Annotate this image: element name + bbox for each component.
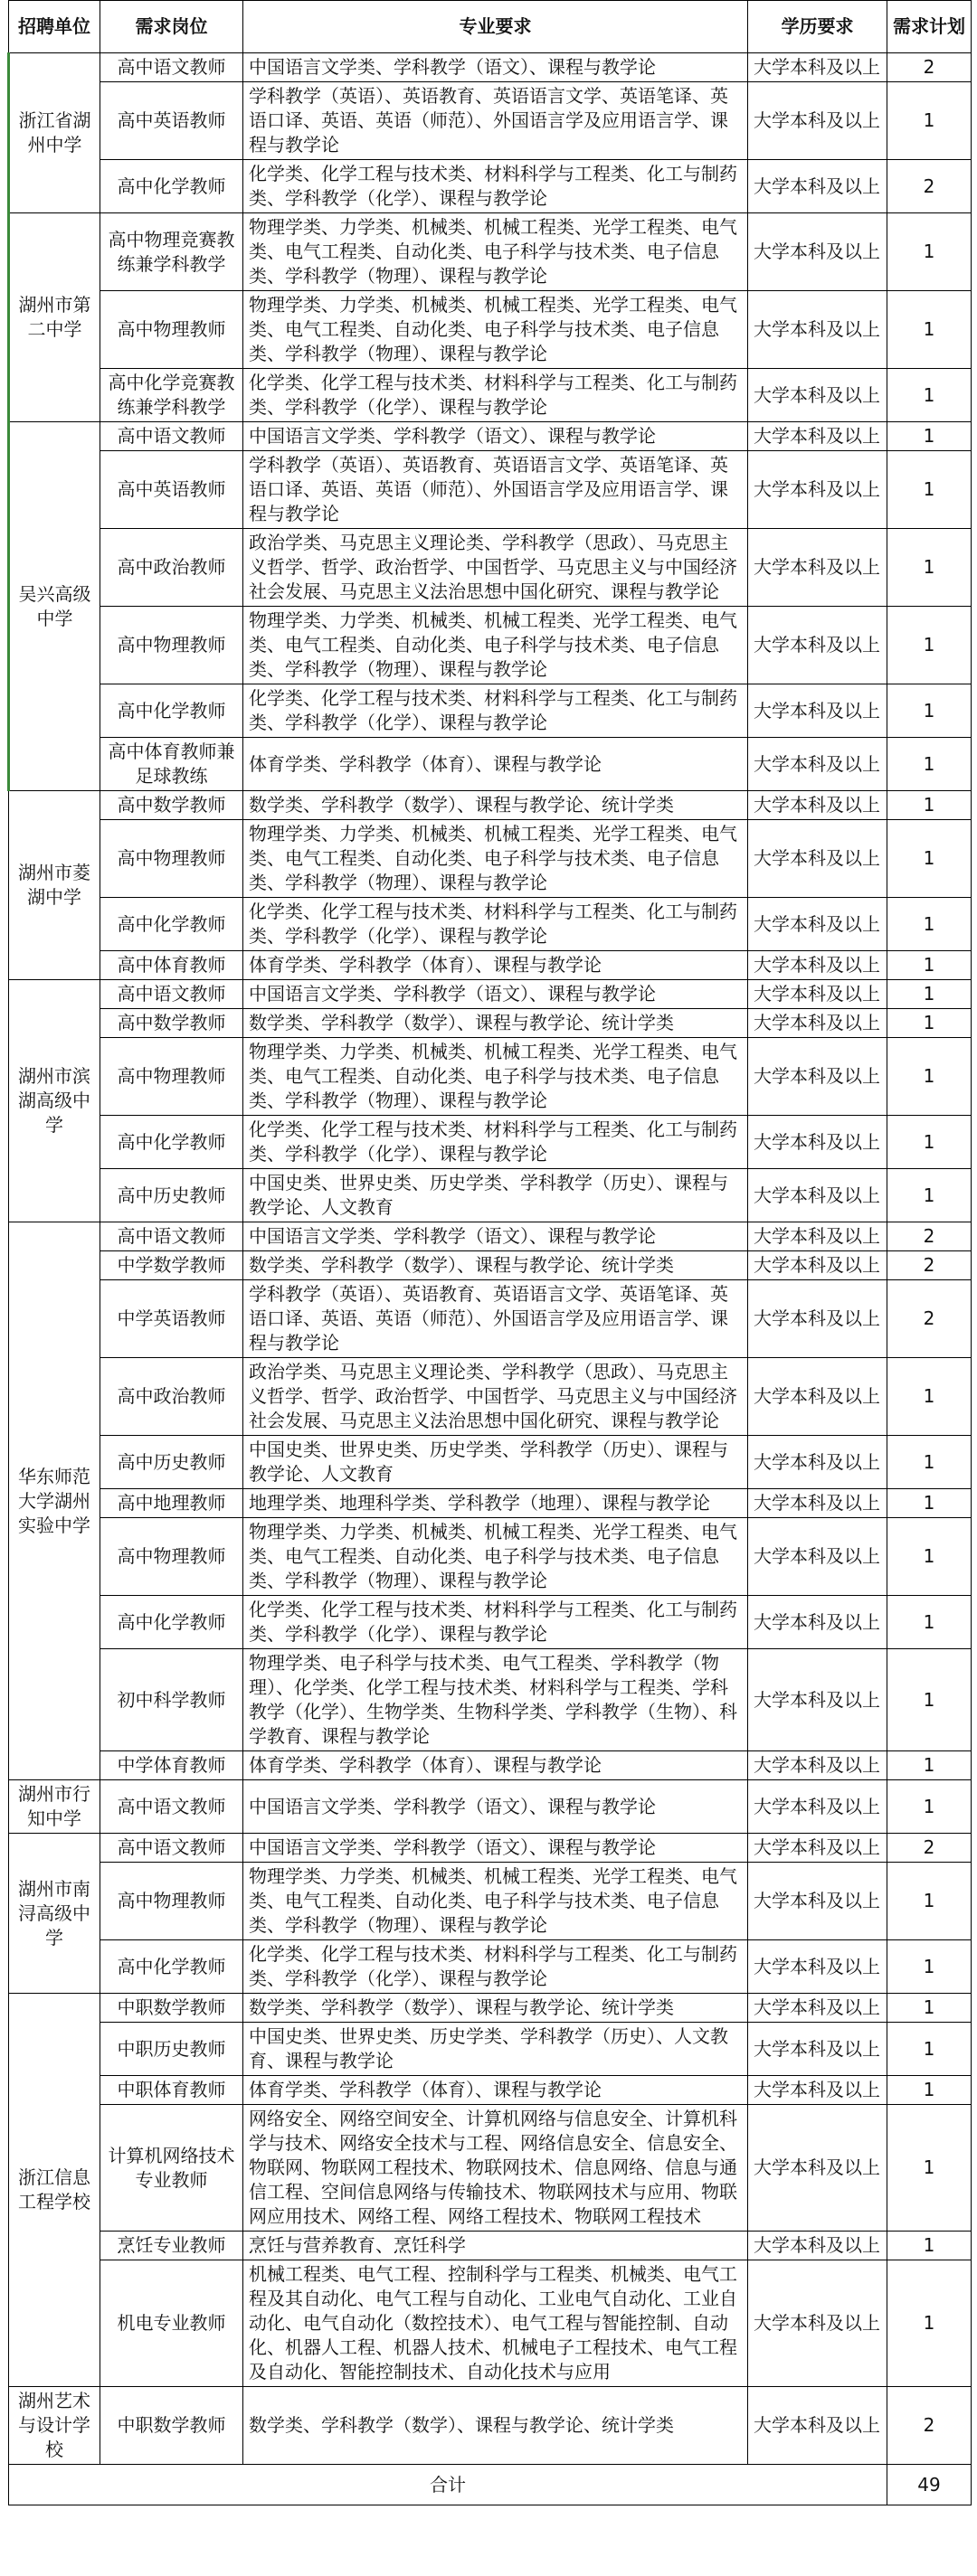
plan-cell: 1	[887, 2105, 972, 2232]
table-row	[9, 2232, 972, 2260]
position-cell: 高中语文教师	[100, 1780, 243, 1834]
position-cell: 高中语文教师	[100, 1222, 243, 1251]
education-cell: 大学本科及以上	[748, 82, 887, 160]
major-cell: 化学类、化学工程与技术类、材料科学与工程类、化工与制药类、学科教学（化学）、课程与教学论	[243, 1116, 748, 1169]
plan-cell: 1	[887, 1649, 972, 1751]
position-cell: 高中语文教师	[100, 422, 243, 451]
table-row	[9, 451, 972, 529]
position-cell: 中职数学教师	[100, 2387, 243, 2465]
major-cell: 物理学类、力学类、机械类、机械工程类、光学工程类、电气类、电气工程类、自动化类、电子科学与技术类、电子信息类、学科教学（物理）、课程与教学论	[243, 607, 748, 684]
position-cell: 高中语文教师	[100, 53, 243, 82]
total-value: 49	[887, 2465, 972, 2505]
table-row	[9, 2105, 972, 2232]
table-row	[9, 1649, 972, 1751]
plan-cell: 1	[887, 738, 972, 791]
total-row	[9, 2465, 972, 2505]
major-cell: 政治学类、马克思主义理论类、学科教学（思政）、马克思主义哲学、哲学、政治哲学、中国哲学、马克思主义与中国经济社会发展、马克思主义法治思想中国化研究、课程与教学论	[243, 529, 748, 607]
table-row	[9, 160, 972, 213]
plan-cell: 1	[887, 951, 972, 980]
position-cell: 高中英语教师	[100, 451, 243, 529]
major-cell: 物理学类、力学类、机械类、机械工程类、光学工程类、电气类、电气工程类、自动化类、电子科学与技术类、电子信息类、学科教学（物理）、课程与教学论	[243, 1038, 748, 1116]
education-cell: 大学本科及以上	[748, 738, 887, 791]
plan-cell: 1	[887, 2260, 972, 2387]
position-cell: 中学英语教师	[100, 1280, 243, 1358]
table-row	[9, 2076, 972, 2105]
position-cell: 中学数学教师	[100, 1251, 243, 1280]
major-cell: 学科教学（英语）、英语教育、英语语言文学、英语笔译、英语口译、英语、英语（师范）、外国语言学及应用语言学、课程与教学论	[243, 1280, 748, 1358]
table-row	[9, 1009, 972, 1038]
major-cell: 中国史类、世界史类、历史学类、学科教学（历史）、课程与教学论、人文教育	[243, 1169, 748, 1222]
education-cell: 大学本科及以上	[748, 1436, 887, 1489]
major-cell: 中国语言文学类、学科教学（语文）、课程与教学论	[243, 53, 748, 82]
plan-cell: 2	[887, 1251, 972, 1280]
position-cell: 高中数学教师	[100, 1009, 243, 1038]
position-cell: 高中化学教师	[100, 1116, 243, 1169]
table-row	[9, 82, 972, 160]
position-cell: 高中化学竞赛教练兼学科教学	[100, 369, 243, 422]
plan-cell: 1	[887, 1489, 972, 1518]
table-row	[9, 1863, 972, 1940]
plan-cell: 1	[887, 82, 972, 160]
table-row	[9, 1518, 972, 1596]
header-row	[9, 1, 972, 53]
major-cell: 数学类、学科教学（数学）、课程与教学论、统计学类	[243, 1994, 748, 2023]
plan-cell: 2	[887, 1280, 972, 1358]
education-cell: 大学本科及以上	[748, 898, 887, 951]
table-row	[9, 1222, 972, 1251]
position-cell: 高中政治教师	[100, 1358, 243, 1436]
table-row	[9, 291, 972, 369]
header-major: 专业要求	[243, 1, 748, 53]
table-row	[9, 53, 972, 82]
education-cell: 大学本科及以上	[748, 2232, 887, 2260]
education-cell: 大学本科及以上	[748, 291, 887, 369]
education-cell: 大学本科及以上	[748, 1489, 887, 1518]
plan-cell: 1	[887, 1751, 972, 1780]
major-cell: 学科教学（英语）、英语教育、英语语言文学、英语笔译、英语口译、英语、英语（师范）、外国语言学及应用语言学、课程与教学论	[243, 82, 748, 160]
position-cell: 高中化学教师	[100, 898, 243, 951]
plan-cell: 1	[887, 369, 972, 422]
unit-cell: 湖州市菱湖中学	[9, 791, 100, 980]
unit-cell: 吴兴高级中学	[9, 422, 100, 791]
education-cell: 大学本科及以上	[748, 451, 887, 529]
plan-cell: 1	[887, 1116, 972, 1169]
recruitment-table	[7, 0, 972, 2505]
position-cell: 高中语文教师	[100, 980, 243, 1009]
table-row	[9, 607, 972, 684]
education-cell: 大学本科及以上	[748, 980, 887, 1009]
major-cell: 数学类、学科教学（数学）、课程与教学论、统计学类	[243, 791, 748, 820]
plan-cell: 1	[887, 1358, 972, 1436]
position-cell: 高中语文教师	[100, 1834, 243, 1863]
education-cell: 大学本科及以上	[748, 1009, 887, 1038]
table-row	[9, 369, 972, 422]
education-cell: 大学本科及以上	[748, 1994, 887, 2023]
position-cell: 高中政治教师	[100, 529, 243, 607]
position-cell: 高中地理教师	[100, 1489, 243, 1518]
position-cell: 中职历史教师	[100, 2023, 243, 2076]
plan-cell: 2	[887, 53, 972, 82]
total-label: 合计	[9, 2465, 887, 2505]
major-cell: 中国语言文学类、学科教学（语文）、课程与教学论	[243, 1222, 748, 1251]
major-cell: 体育学类、学科教学（体育）、课程与教学论	[243, 738, 748, 791]
major-cell: 物理学类、力学类、机械类、机械工程类、光学工程类、电气类、电气工程类、自动化类、电子科学与技术类、电子信息类、学科教学（物理）、课程与教学论	[243, 1863, 748, 1940]
unit-cell: 湖州市南浔高级中学	[9, 1834, 100, 1994]
plan-cell: 1	[887, 422, 972, 451]
plan-cell: 1	[887, 529, 972, 607]
major-cell: 机械工程类、电气工程、控制科学与工程类、机械类、电气工程及其自动化、电气工程与自动化、工业电气自动化、工业自动化、电气自动化（数控技术）、电气工程与智能控制、自动化、机器人工程、机器人技术、机械电子工程技术、电气工程及自动化、智能控制技术、自动化技术与应用	[243, 2260, 748, 2387]
unit-cell: 湖州艺术与设计学校	[9, 2387, 100, 2465]
plan-cell: 1	[887, 451, 972, 529]
recruitment-table-container	[7, 0, 970, 2505]
major-cell: 物理学类、电子科学与技术类、电气工程类、学科教学（物理）、化学类、化学工程与技术类、材料科学与工程类、学科教学（化学）、生物学类、生物科学类、学科教学（生物）、科学教育、课程与教学论	[243, 1649, 748, 1751]
plan-cell: 1	[887, 1038, 972, 1116]
table-row	[9, 2260, 972, 2387]
table-row	[9, 898, 972, 951]
table-row	[9, 1169, 972, 1222]
table-row	[9, 2023, 972, 2076]
education-cell: 大学本科及以上	[748, 213, 887, 291]
plan-cell: 1	[887, 1009, 972, 1038]
education-cell: 大学本科及以上	[748, 1222, 887, 1251]
major-cell: 体育学类、学科教学（体育）、课程与教学论	[243, 951, 748, 980]
education-cell: 大学本科及以上	[748, 422, 887, 451]
unit-cell: 湖州市行知中学	[9, 1780, 100, 1834]
major-cell: 物理学类、力学类、机械类、机械工程类、光学工程类、电气类、电气工程类、自动化类、电子科学与技术类、电子信息类、学科教学（物理）、课程与教学论	[243, 1518, 748, 1596]
position-cell: 高中数学教师	[100, 791, 243, 820]
education-cell: 大学本科及以上	[748, 951, 887, 980]
unit-cell: 湖州市滨湖高级中学	[9, 980, 100, 1222]
plan-cell: 1	[887, 1994, 972, 2023]
position-cell: 高中物理教师	[100, 1863, 243, 1940]
major-cell: 网络安全、网络空间安全、计算机网络与信息安全、计算机科学与技术、网络安全技术与工程、网络信息安全、信息安全、物联网、物联网工程技术、物联网技术、信息网络、信息与通信工程、空间信息网络与传输技术、物联网技术与应用、物联网应用技术、网络工程、网络工程技术、物联网工程技术	[243, 2105, 748, 2232]
position-cell: 高中物理教师	[100, 1038, 243, 1116]
education-cell: 大学本科及以上	[748, 2260, 887, 2387]
plan-cell: 1	[887, 1596, 972, 1649]
plan-cell: 1	[887, 1436, 972, 1489]
position-cell: 高中化学教师	[100, 684, 243, 738]
major-cell: 中国史类、世界史类、历史学类、学科教学（历史）、课程与教学论、人文教育	[243, 1436, 748, 1489]
position-cell: 计算机网络技术专业教师	[100, 2105, 243, 2232]
major-cell: 体育学类、学科教学（体育）、课程与教学论	[243, 1751, 748, 1780]
plan-cell: 2	[887, 160, 972, 213]
major-cell: 中国语言文学类、学科教学（语文）、课程与教学论	[243, 1780, 748, 1834]
header-education: 学历要求	[748, 1, 887, 53]
education-cell: 大学本科及以上	[748, 160, 887, 213]
table-row	[9, 951, 972, 980]
education-cell: 大学本科及以上	[748, 1280, 887, 1358]
major-cell: 中国语言文学类、学科教学（语文）、课程与教学论	[243, 422, 748, 451]
unit-cell: 浙江省湖州中学	[9, 53, 100, 213]
position-cell: 高中化学教师	[100, 1940, 243, 1994]
table-row	[9, 1358, 972, 1436]
unit-cell: 湖州市第二中学	[9, 213, 100, 422]
major-cell: 物理学类、力学类、机械类、机械工程类、光学工程类、电气类、电气工程类、自动化类、电子科学与技术类、电子信息类、学科教学（物理）、课程与教学论	[243, 820, 748, 898]
plan-cell: 1	[887, 820, 972, 898]
major-cell: 数学类、学科教学（数学）、课程与教学论、统计学类	[243, 2387, 748, 2465]
plan-cell: 2	[887, 2387, 972, 2465]
education-cell: 大学本科及以上	[748, 1863, 887, 1940]
table-row	[9, 1280, 972, 1358]
major-cell: 化学类、化学工程与技术类、材料科学与工程类、化工与制药类、学科教学（化学）、课程与教学论	[243, 369, 748, 422]
education-cell: 大学本科及以上	[748, 2105, 887, 2232]
education-cell: 大学本科及以上	[748, 1780, 887, 1834]
table-row	[9, 791, 972, 820]
position-cell: 高中体育教师兼足球教练	[100, 738, 243, 791]
education-cell: 大学本科及以上	[748, 607, 887, 684]
major-cell: 中国史类、世界史类、历史学类、学科教学（历史）、人文教育、课程与教学论	[243, 2023, 748, 2076]
table-row	[9, 1116, 972, 1169]
table-row	[9, 1780, 972, 1834]
major-cell: 体育学类、学科教学（体育）、课程与教学论	[243, 2076, 748, 2105]
major-cell: 政治学类、马克思主义理论类、学科教学（思政）、马克思主义哲学、哲学、政治哲学、中国哲学、马克思主义与中国经济社会发展、马克思主义法治思想中国化研究、课程与教学论	[243, 1358, 748, 1436]
position-cell: 高中物理教师	[100, 1518, 243, 1596]
table-row	[9, 1751, 972, 1780]
table-row	[9, 213, 972, 291]
major-cell: 化学类、化学工程与技术类、材料科学与工程类、化工与制药类、学科教学（化学）、课程与教学论	[243, 684, 748, 738]
plan-cell: 1	[887, 607, 972, 684]
table-row	[9, 1994, 972, 2023]
education-cell: 大学本科及以上	[748, 1834, 887, 1863]
education-cell: 大学本科及以上	[748, 2076, 887, 2105]
education-cell: 大学本科及以上	[748, 684, 887, 738]
position-cell: 高中体育教师	[100, 951, 243, 980]
major-cell: 化学类、化学工程与技术类、材料科学与工程类、化工与制药类、学科教学（化学）、课程与教学论	[243, 160, 748, 213]
education-cell: 大学本科及以上	[748, 1649, 887, 1751]
plan-cell: 1	[887, 291, 972, 369]
table-row	[9, 1596, 972, 1649]
education-cell: 大学本科及以上	[748, 369, 887, 422]
unit-cell: 华东师范大学湖州实验中学	[9, 1222, 100, 1780]
table-row	[9, 980, 972, 1009]
plan-cell: 1	[887, 2023, 972, 2076]
education-cell: 大学本科及以上	[748, 791, 887, 820]
position-cell: 高中物理教师	[100, 820, 243, 898]
education-cell: 大学本科及以上	[748, 1038, 887, 1116]
plan-cell: 1	[887, 2076, 972, 2105]
plan-cell: 1	[887, 1863, 972, 1940]
plan-cell: 2	[887, 1222, 972, 1251]
plan-cell: 1	[887, 2232, 972, 2260]
position-cell: 中学体育教师	[100, 1751, 243, 1780]
major-cell: 物理学类、力学类、机械类、机械工程类、光学工程类、电气类、电气工程类、自动化类、电子科学与技术类、电子信息类、学科教学（物理）、课程与教学论	[243, 213, 748, 291]
position-cell: 中职体育教师	[100, 2076, 243, 2105]
position-cell: 高中化学教师	[100, 160, 243, 213]
major-cell: 数学类、学科教学（数学）、课程与教学论、统计学类	[243, 1251, 748, 1280]
table-row	[9, 422, 972, 451]
plan-cell: 1	[887, 684, 972, 738]
table-row	[9, 738, 972, 791]
plan-cell: 1	[887, 1780, 972, 1834]
position-cell: 高中历史教师	[100, 1436, 243, 1489]
education-cell: 大学本科及以上	[748, 1518, 887, 1596]
plan-cell: 1	[887, 1940, 972, 1994]
table-row	[9, 684, 972, 738]
position-cell: 高中英语教师	[100, 82, 243, 160]
education-cell: 大学本科及以上	[748, 1169, 887, 1222]
table-row	[9, 1489, 972, 1518]
major-cell: 中国语言文学类、学科教学（语文）、课程与教学论	[243, 980, 748, 1009]
table-row	[9, 1834, 972, 1863]
major-cell: 化学类、化学工程与技术类、材料科学与工程类、化工与制药类、学科教学（化学）、课程与教学论	[243, 1940, 748, 1994]
plan-cell: 1	[887, 898, 972, 951]
education-cell: 大学本科及以上	[748, 529, 887, 607]
table-row	[9, 2387, 972, 2465]
table-row	[9, 1251, 972, 1280]
position-cell: 高中物理竞赛教练兼学科教学	[100, 213, 243, 291]
plan-cell: 1	[887, 1169, 972, 1222]
plan-cell: 2	[887, 1834, 972, 1863]
table-row	[9, 820, 972, 898]
major-cell: 学科教学（英语）、英语教育、英语语言文学、英语笔译、英语口译、英语、英语（师范）、外国语言学及应用语言学、课程与教学论	[243, 451, 748, 529]
position-cell: 烹饪专业教师	[100, 2232, 243, 2260]
major-cell: 地理学类、地理科学类、学科教学（地理）、课程与教学论	[243, 1489, 748, 1518]
education-cell: 大学本科及以上	[748, 1751, 887, 1780]
position-cell: 高中物理教师	[100, 291, 243, 369]
major-cell: 化学类、化学工程与技术类、材料科学与工程类、化工与制药类、学科教学（化学）、课程与教学论	[243, 898, 748, 951]
header-position: 需求岗位	[100, 1, 243, 53]
education-cell: 大学本科及以上	[748, 1358, 887, 1436]
position-cell: 中职数学教师	[100, 1994, 243, 2023]
table-row	[9, 1038, 972, 1116]
education-cell: 大学本科及以上	[748, 2387, 887, 2465]
education-cell: 大学本科及以上	[748, 1116, 887, 1169]
plan-cell: 1	[887, 791, 972, 820]
education-cell: 大学本科及以上	[748, 53, 887, 82]
unit-cell: 浙江信息工程学校	[9, 1994, 100, 2387]
header-plan: 需求计划	[887, 1, 972, 53]
major-cell: 烹饪与营养教育、烹饪科学	[243, 2232, 748, 2260]
plan-cell: 1	[887, 980, 972, 1009]
major-cell: 物理学类、力学类、机械类、机械工程类、光学工程类、电气类、电气工程类、自动化类、电子科学与技术类、电子信息类、学科教学（物理）、课程与教学论	[243, 291, 748, 369]
header-unit: 招聘单位	[9, 1, 100, 53]
plan-cell: 1	[887, 213, 972, 291]
education-cell: 大学本科及以上	[748, 1251, 887, 1280]
position-cell: 机电专业教师	[100, 2260, 243, 2387]
table-row	[9, 529, 972, 607]
position-cell: 高中化学教师	[100, 1596, 243, 1649]
position-cell: 高中历史教师	[100, 1169, 243, 1222]
major-cell: 数学类、学科教学（数学）、课程与教学论、统计学类	[243, 1009, 748, 1038]
education-cell: 大学本科及以上	[748, 1596, 887, 1649]
plan-cell: 1	[887, 1518, 972, 1596]
table-row	[9, 1940, 972, 1994]
table-row	[9, 1436, 972, 1489]
education-cell: 大学本科及以上	[748, 820, 887, 898]
major-cell: 中国语言文学类、学科教学（语文）、课程与教学论	[243, 1834, 748, 1863]
education-cell: 大学本科及以上	[748, 1940, 887, 1994]
major-cell: 化学类、化学工程与技术类、材料科学与工程类、化工与制药类、学科教学（化学）、课程与教学论	[243, 1596, 748, 1649]
education-cell: 大学本科及以上	[748, 2023, 887, 2076]
table-body	[9, 53, 972, 2465]
position-cell: 高中物理教师	[100, 607, 243, 684]
position-cell: 初中科学教师	[100, 1649, 243, 1751]
